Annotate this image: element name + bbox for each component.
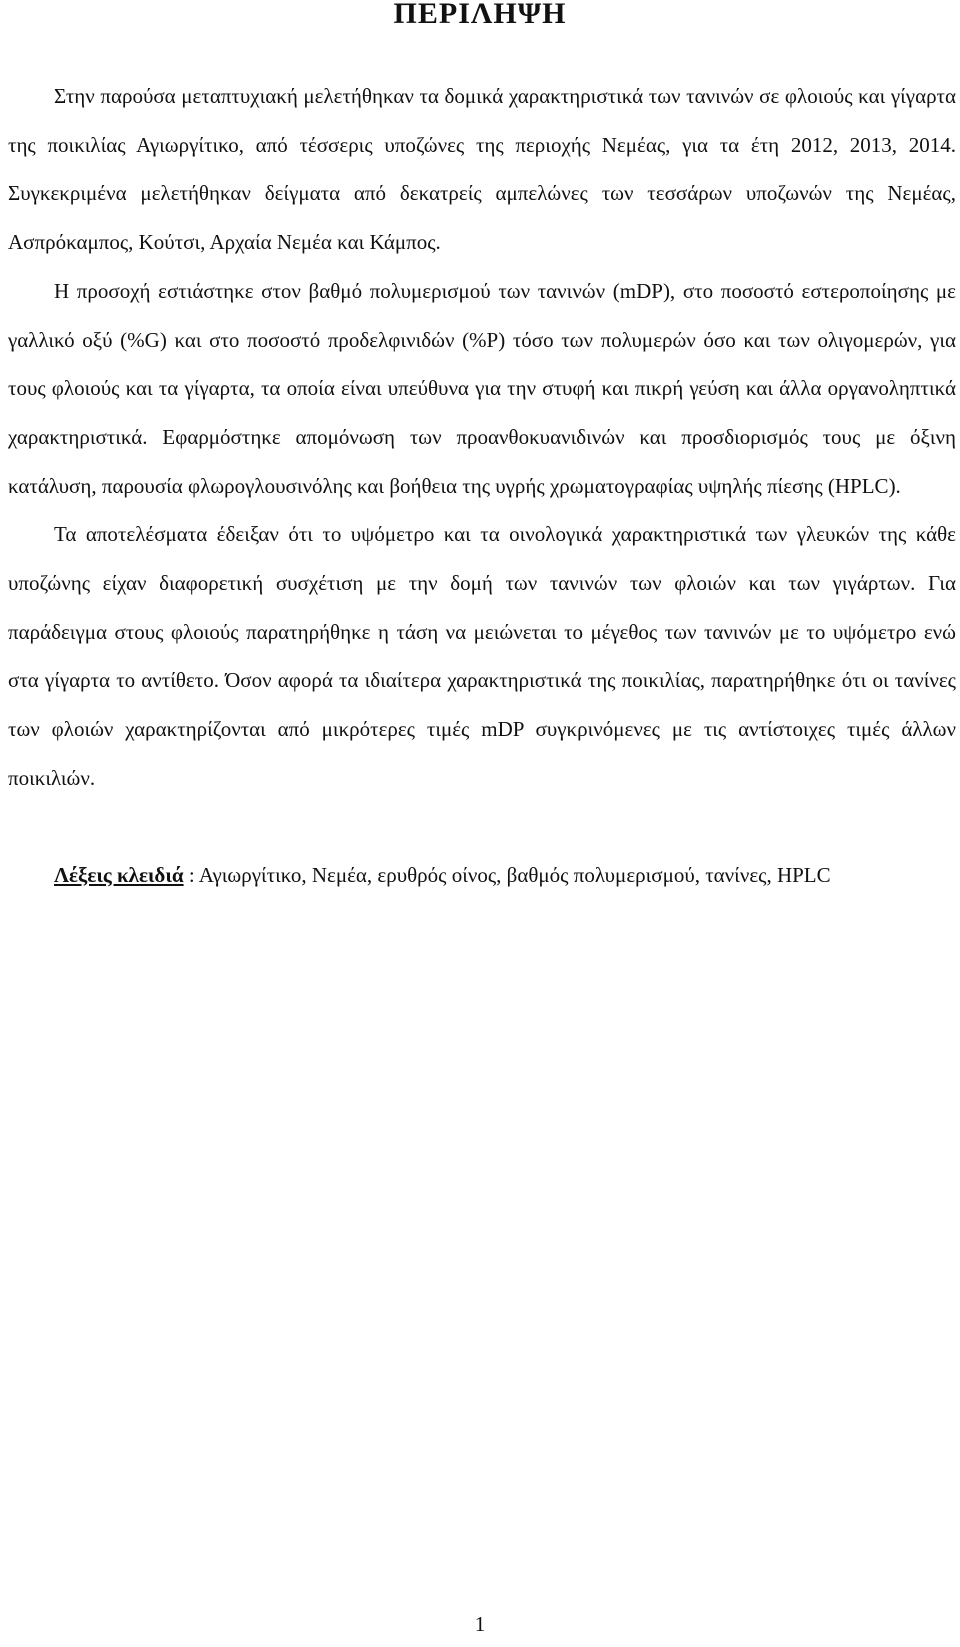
paragraph-results: Τα αποτελέσματα έδειξαν ότι το υψόμετρο και τα οινολογικά χαρακτηριστικά των γλευκών της κάθε υποζώνης είχαν διαφορετική συσχέτιση με την δομή των τανινών των φλοιών και των γιγάρτων. Για παράδειγμα στους φλοιούς παρατηρήθηκε η τάση να μειώνεται το μέγεθος των τανινών με το υψόμετρο ενώ στα γίγαρτα το αντίθετο. Όσον αφορά τα ιδιαίτερα χαρακτηριστικά της ποικιλίας, παρατηρήθηκε ότι οι τανίνες των φλοιών χαρακτηρίζονται από μικρότερες τιμές mDP συγκρινόμενες με τις αντίστοιχες τιμές άλλων ποικιλιών. <box>8 522 956 790</box>
abstract-body <box>8 72 956 899</box>
keywords-line <box>8 851 956 900</box>
abstract-title: ΠΕΡΙΛΗΨΗ <box>393 0 567 30</box>
page-number: 1 <box>474 1612 486 1636</box>
paragraph-intro: Στην παρούσα μεταπτυχιακή μελετήθηκαν τα δομικά χαρακτηριστικά των τανινών σε φλοιούς και γίγαρτα της ποικιλίας Αγιωργίτικο, από τέσσερις υποζώνες της περιοχής Νεμέας, για τα έτη 2012, 2013, 2014. Συγκεκριμένα μελετήθηκαν δείγματα από δεκατρείς αμπελώνες των τεσσάρων υποζωνών της Νεμέας, Ασπρόκαμπος, Κούτσι, Αρχαία Νεμέα και Κάμπος. <box>8 84 956 255</box>
keywords-text: Αγιωργίτικο, Νεμέα, ερυθρός οίνος, βαθμός πολυμερισμού, τανίνες, HPLC <box>198 862 831 887</box>
keywords-separator: : <box>183 862 199 887</box>
paragraph-methods: Η προσοχή εστιάστηκε στον βαθμό πολυμερισμού των τανινών (mDP), στο ποσοστό εστεροποίησης με γαλλικό οξύ (%G) και στο ποσοστό προδελφινιδών (%P) τόσο των πολυμερών όσο και των ολιγομερών, για τους φλοιούς και τα γίγαρτα, τα οποία είναι υπεύθυνα για την στυφή και πικρή γεύση και άλλα οργανοληπτικά χαρακτηριστικά. Εφαρμόστηκε απομόνωση των προανθοκυανιδινών και προσδιορισμός τους με όξινη κατάλυση, παρουσία φλωρογλουσινόλης και βοήθεια της υγρής χρωματογραφίας υψηλής πίεσης (HPLC). <box>8 278 956 498</box>
keywords-label: Λέξεις κλειδιά <box>54 862 184 887</box>
